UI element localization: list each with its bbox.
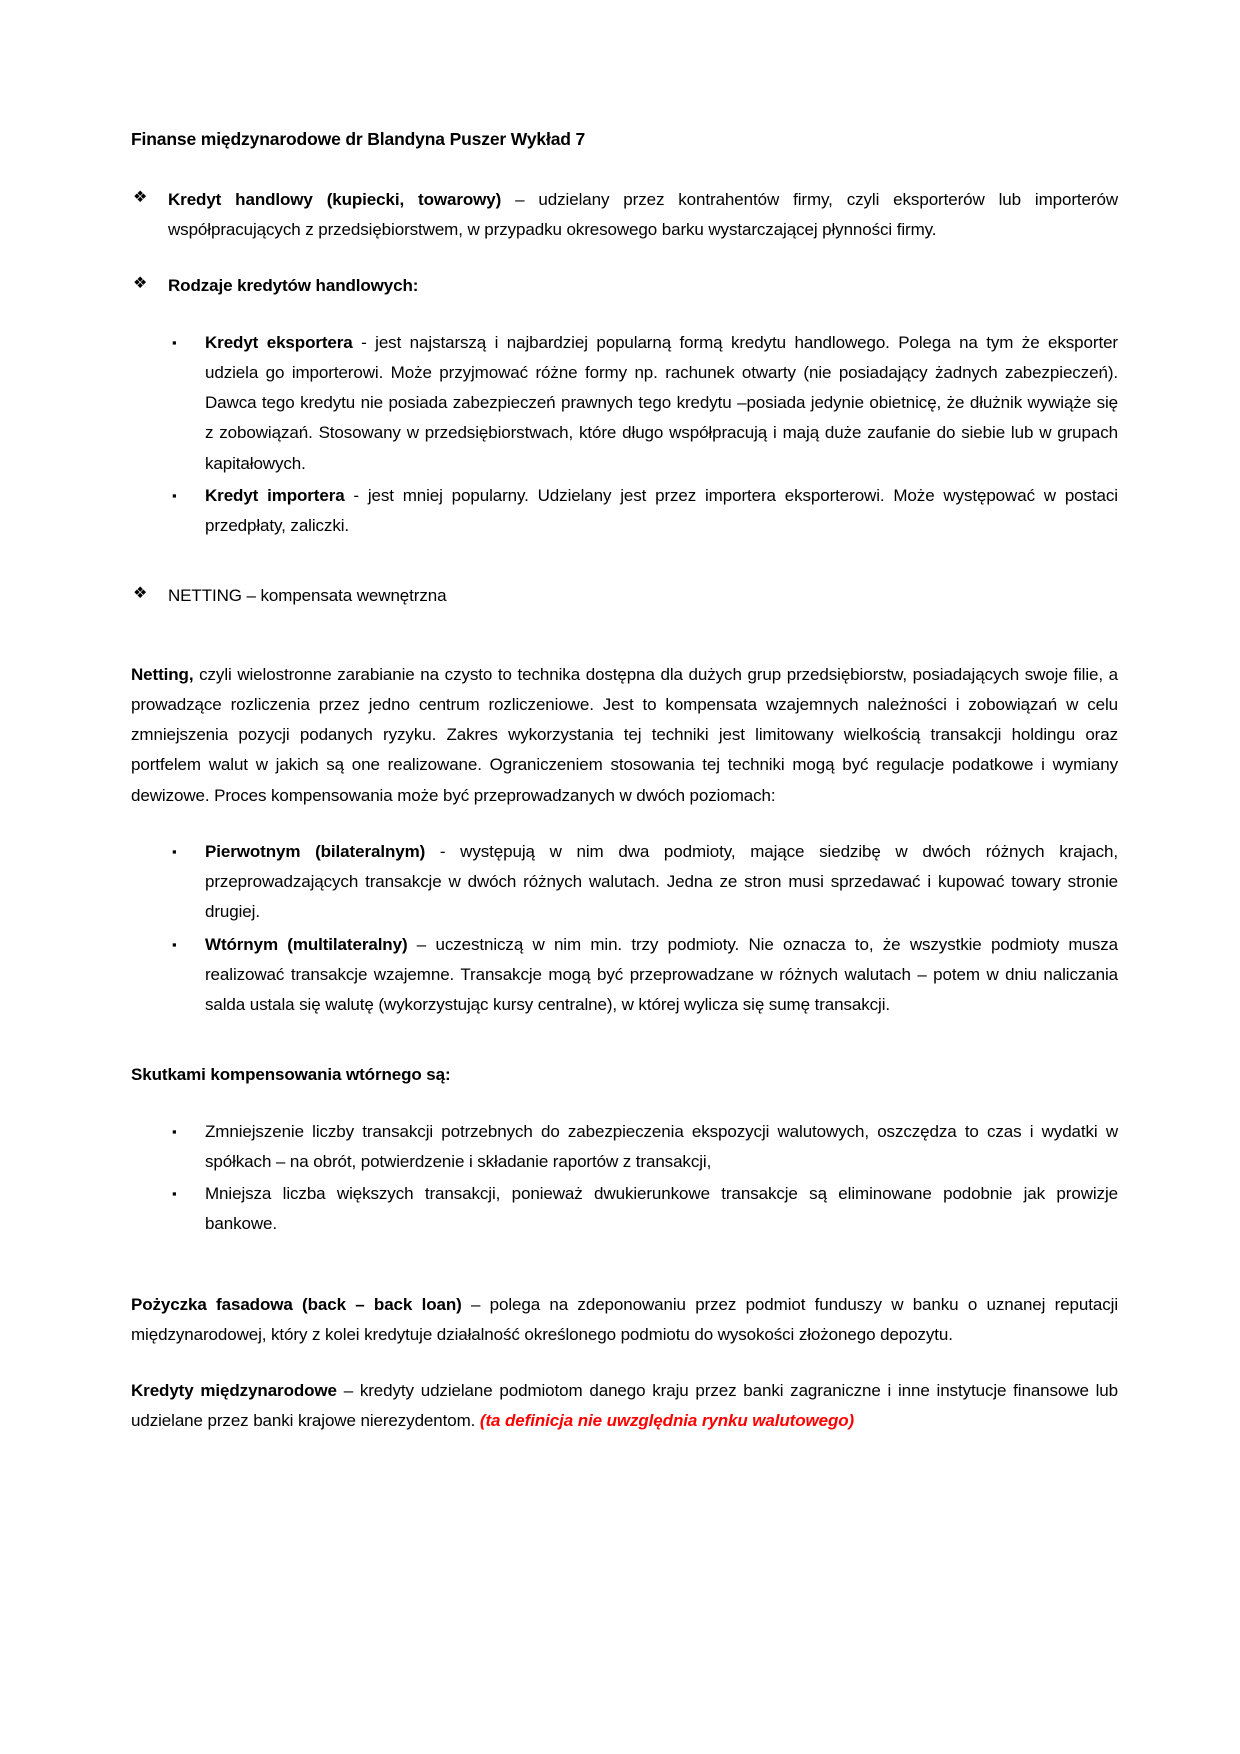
page-title: Finanse międzynarodowe dr Blandyna Puszer Wykład 7 — [131, 129, 586, 149]
bullet-kredyt-handlowy — [131, 185, 1118, 246]
list-item — [168, 1179, 1118, 1240]
definition-kredyt-eksportera: - jest najstarszą i najbardziej popularną formą kredytu handlowego. Polega na tym że eksporter udziela go importerowi. Może przyjmować różne formy np. rachunek otwarty (nie posiadający żadnych zabezpieczeń). Dawca tego kredytu nie posiada zabezpieczeń prawnych tego kredytu –posiada jedynie obietnicę, że dłużnik wywiąże się z zobowiązań. Stosowany w przedsiębiorstwach, które długo współpracują i mają duże zaufanie do siebie lub w grupach kapitałowych. — [205, 332, 1118, 473]
definition-wtornym: – uczestniczą w nim min. trzy podmioty. Nie oznacza to, że wszystkie podmioty musza realizować transakcje wzajemne. Transakcje mogą być przeprowadzane w różnych walutach – potem w dniu naliczania salda ustala się walutę (wykorzystując kursy centralne), w której wylicza się sumę transakcji. — [205, 934, 1118, 1014]
square-bullet-icon: ▪ — [172, 1123, 177, 1139]
heading-netting: NETTING – kompensata wewnętrzna — [168, 586, 447, 606]
bullet-rodzaje-kredytow — [131, 271, 1118, 301]
bullet-netting-heading — [131, 581, 1118, 611]
spacer — [131, 638, 1118, 660]
definition-kredyt-importera: - jest mniej popularny. Udzielany jest przez importera eksporterowi. Może występować w postaci przedpłaty, zaliczki. — [205, 485, 1118, 535]
square-bullet-icon: ▪ — [172, 1186, 177, 1201]
heading-rodzaje-kredytow: Rodzaje kredytów handlowych: — [168, 276, 419, 296]
term-netting: Netting, — [131, 664, 194, 684]
list-item — [168, 328, 1118, 479]
diamond-bullet-icon: ❖ — [133, 275, 148, 293]
term-kredyt-handlowy: Kredyt handlowy (kupiecki, towarowy) — [168, 189, 502, 209]
term-pozyczka-fasadowa: Pożyczka fasadowa (back – back loan) — [131, 1294, 462, 1314]
diamond-bullet-icon: ❖ — [133, 585, 148, 603]
spacer — [131, 1022, 1118, 1060]
annotation-note: (ta definicja nie uwzględnia rynku walutowego) — [479, 1411, 855, 1431]
square-bullet-icon: ▪ — [172, 936, 177, 952]
definition-pozyczka-fasadowa: – polega na zdeponowaniu przez podmiot funduszy w banku o uznanej reputacji międzynarodowej, który z kolei kredytuje działalność określonego podmiotu do wysokości złożonego depozytu. — [131, 1294, 1118, 1344]
list-item — [168, 837, 1118, 928]
square-bullet-icon: ▪ — [172, 334, 177, 350]
spacer — [131, 1280, 1118, 1290]
square-bullet-icon: ▪ — [172, 487, 177, 503]
paragraph-pozyczka-fasadowa — [131, 1290, 1118, 1351]
diamond-bullet-icon: ❖ — [133, 188, 148, 206]
paragraph-kredyty-miedzynarodowe — [131, 1376, 1118, 1437]
heading-skutki: Skutkami kompensowania wtórnego są: — [131, 1065, 451, 1085]
spacer — [131, 1242, 1118, 1280]
skutki-item-2-text: Mniejsza liczba większych transakcji, ponieważ dwukierunkowe transakcje są eliminowane podobnie jak prowizje bankowe. — [205, 1184, 1118, 1234]
term-wtornym: Wtórnym (multilateralny) — [205, 934, 408, 954]
list-item — [168, 1117, 1118, 1178]
skutki-item-1-text: Zmniejszenie liczby transakcji potrzebnych do zabezpieczenia ekspozycji walutowych, oszczędza to czas i wydatki w spółkach – na obrót, potwierdzenie i składanie raportów z transakcji, — [205, 1121, 1118, 1171]
paragraph-netting — [131, 660, 1118, 811]
list-skutki — [131, 1117, 1118, 1240]
list-item — [168, 481, 1118, 542]
list-poziomy-kompensowania — [131, 837, 1118, 1021]
spacer — [131, 543, 1118, 581]
list-rodzaje-kredytow — [131, 328, 1118, 542]
list-item — [168, 930, 1118, 1021]
bullet-kredyt-handlowy-text — [168, 185, 1118, 246]
term-kredyt-importera: Kredyt importera — [205, 485, 345, 505]
definition-kredyt-handlowy: – udzielany przez kontrahentów firmy, czyli eksporterów lub importerów współpracujących z przedsiębiorstwem, w przypadku okresowego barku wystarczającej płynności firmy. — [168, 189, 1118, 239]
square-bullet-icon: ▪ — [172, 843, 177, 859]
definition-kredyty-miedzynarodowe: – kredyty udzielane podmiotom danego kraju przez banki zagraniczne i inne instytucje finansowe lub udzielane przez banki krajowe nierezydentom. — [131, 1381, 1118, 1431]
definition-pierwotnym: - występują w nim dwa podmioty, mające siedzibę w dwóch różnych krajach, przeprowadzających transakcje w dwóch różnych walutach. Jedna ze stron musi sprzedawać i kupować towary stronie drugiej. — [205, 841, 1118, 922]
definition-netting: czyli wielostronne zarabianie na czysto to technika dostępna dla dużych grup przedsiębiorstw, posiadających swoje filie, a prowadzące rozliczenia przez jedno centrum rozliczeniowe. Jest to kompensata wzajemnych należności i zobowiązań w celu zmniejszenia pozycji podanych ryzyku. Zakres wykorzystania tej techniki jest limitowany wielkością transakcji holdingu oraz portfelem walut w jakich są one realizowane. Ograniczeniem stosowania tej techniki mogą być regulacje podatkowe i wymiany dewizowe. Proces kompensowania może być przeprowadzanych w dwóch poziomach: — [131, 664, 1118, 805]
term-pierwotnym: Pierwotnym (bilateralnym) — [205, 841, 426, 861]
term-kredyt-eksportera: Kredyt eksportera — [205, 332, 353, 352]
term-kredyty-miedzynarodowe: Kredyty międzynarodowe — [131, 1381, 337, 1400]
